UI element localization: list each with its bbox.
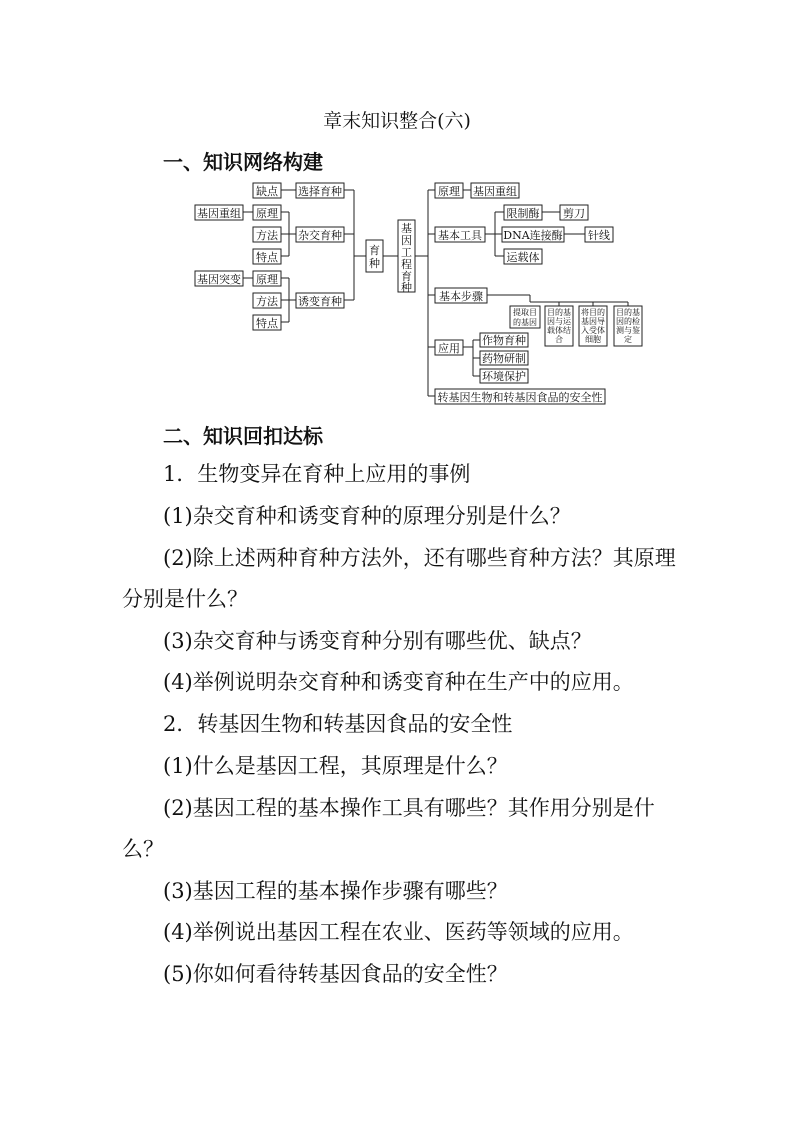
- question-1-1: (1)杂交育种和诱变育种的原理分别是什么？: [163, 504, 571, 528]
- label-yuanli-2: 原理: [256, 273, 278, 286]
- label-fangfa-2: 方法: [256, 295, 278, 308]
- question-1-4: (4)举例说明杂交育种和诱变育种在生产中的应用。: [163, 670, 634, 694]
- label-yuanli-right: 原理: [438, 185, 460, 198]
- label-step3-1: 基因导: [581, 317, 605, 326]
- page-title: 章末知识整合(六): [323, 110, 471, 132]
- label-zuowu: 作物育种: [482, 334, 526, 347]
- label-step1-1: 的基因: [513, 318, 537, 327]
- label-jibenbuzhou: 基本步骤: [439, 290, 483, 303]
- question-2-1: (1)什么是基因工程，其原理是什么？: [163, 754, 508, 778]
- label-jiyinchongzu-left: 基因重组: [197, 207, 241, 220]
- question-1-2: (2)除上述两种育种方法外，还有哪些育种方法？其原理: [163, 546, 676, 570]
- label-yuanli-1: 原理: [256, 207, 278, 220]
- label-step4-1: 因的检: [616, 317, 640, 326]
- label-ge-4: 育: [401, 270, 412, 283]
- label-step2-2: 载体结: [547, 326, 571, 335]
- label-zhenxian: 针线: [588, 229, 610, 242]
- label-tedian-1: 特点: [256, 251, 278, 264]
- label-ge-0: 基: [401, 222, 412, 235]
- question-2-2-cont: 么？: [122, 837, 164, 861]
- label-step4-3: 定: [624, 335, 632, 344]
- label-ge-3: 程: [401, 258, 412, 271]
- label-step1-0: 提取目: [513, 308, 537, 317]
- label-safety: 转基因生物和转基因食品的安全性: [437, 391, 603, 404]
- label-yaowu: 药物研制: [482, 352, 526, 365]
- label-quedian: 缺点: [256, 185, 278, 198]
- question-2-5: (5)你如何看待转基因食品的安全性？: [163, 962, 508, 986]
- question-2-3: (3)基因工程的基本操作步骤有哪些？: [163, 879, 508, 903]
- label-step2-1: 因与运: [547, 317, 571, 326]
- label-jibengongju: 基本工具: [438, 229, 482, 242]
- label-jiyintubian: 基因突变: [197, 273, 241, 286]
- label-yuzhong-1: 育: [369, 244, 380, 257]
- label-xianzhimei: 限制酶: [506, 207, 540, 220]
- label-tedian-2: 特点: [256, 317, 278, 330]
- label-step3-3: 细胞: [585, 335, 601, 344]
- label-step3-0: 将目的: [581, 308, 605, 317]
- label-step4-2: 测与鉴: [616, 326, 640, 335]
- label-step3-2: 入受体: [581, 326, 605, 335]
- label-ge-2: 工: [401, 246, 412, 259]
- question-1-2-cont: 分别是什么？: [122, 587, 248, 611]
- section-heading-review: 二、知识回扣达标: [163, 424, 323, 448]
- section-heading-knowledge-network: 一、知识网络构建: [163, 150, 323, 174]
- label-fangfa-1: 方法: [256, 229, 278, 242]
- label-yuzhong-2: 种: [369, 257, 380, 270]
- label-step4-0: 目的基: [616, 308, 640, 317]
- question-2-2: (2)基因工程的基本操作工具有哪些？其作用分别是什: [163, 796, 655, 820]
- question-2: 2．转基因生物和转基因食品的安全性: [163, 712, 513, 736]
- label-jiandao: 剪刀: [563, 207, 585, 220]
- label-jiyinchongzu-right: 基因重组: [473, 185, 517, 198]
- label-ge-5: 种: [401, 281, 412, 294]
- label-xuanze: 选择育种: [298, 185, 342, 198]
- label-step2-0: 目的基: [547, 308, 571, 317]
- label-youbian: 诱变育种: [298, 295, 342, 308]
- label-ge-1: 因: [401, 234, 412, 247]
- question-1-3: (3)杂交育种与诱变育种分别有哪些优、缺点？: [163, 629, 592, 653]
- label-step2-3: 合: [555, 335, 563, 344]
- label-yingyong: 应用: [438, 342, 460, 355]
- label-zajiao: 杂交育种: [298, 229, 342, 242]
- question-2-4: (4)举例说出基因工程在农业、医药等领域的应用。: [163, 920, 634, 944]
- label-dna-ligase: DNA连接酶: [503, 229, 563, 242]
- label-huanjing: 环境保护: [482, 370, 526, 383]
- question-1: 1．生物变异在育种上应用的事例: [163, 462, 471, 486]
- label-yunzaiti: 运载体: [506, 251, 540, 264]
